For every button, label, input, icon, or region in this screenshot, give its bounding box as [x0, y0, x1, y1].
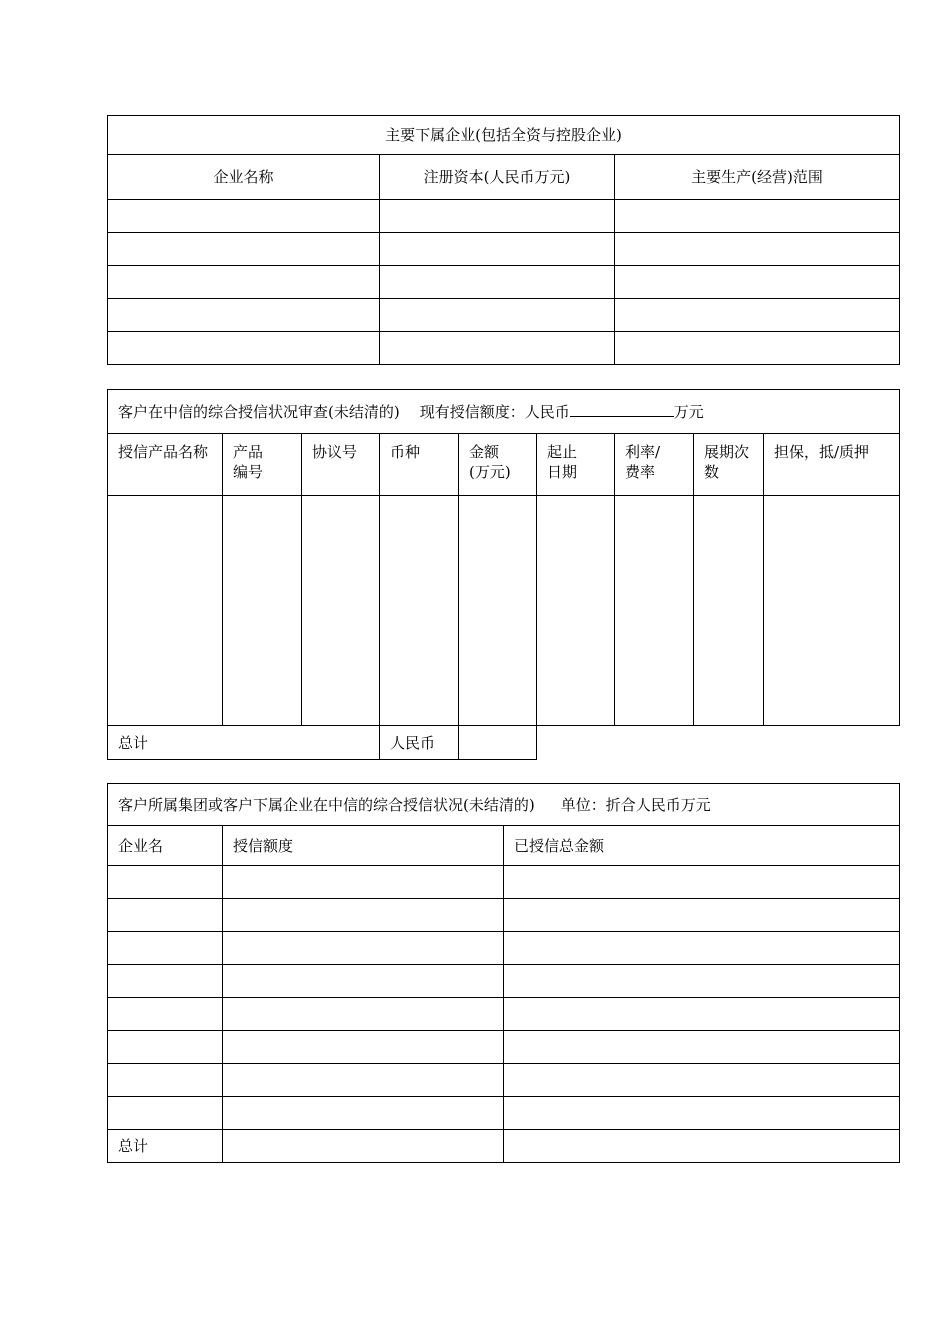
table-cell[interactable] — [504, 899, 900, 932]
table-cell[interactable] — [615, 496, 694, 726]
header-business-scope: 主要生产(经营)范围 — [615, 155, 900, 200]
group-credit-title-row — [108, 784, 900, 826]
table-cell[interactable] — [537, 496, 615, 726]
table-cell[interactable] — [504, 1064, 900, 1097]
subsidiaries-table — [107, 115, 900, 365]
table-cell[interactable] — [223, 866, 504, 899]
table-cell[interactable] — [504, 932, 900, 965]
header-date-range: 起止日期 — [537, 434, 615, 496]
table-cell[interactable] — [380, 496, 459, 726]
subsidiaries-title: 主要下属企业(包括全资与控股企业) — [108, 116, 900, 155]
header-company-name: 企业名称 — [108, 155, 380, 200]
group-total-credit-limit[interactable] — [223, 1130, 504, 1163]
header-amount: 金额(万元) — [459, 434, 537, 496]
header-interest-rate: 利率/费率 — [615, 434, 694, 496]
table-cell[interactable] — [108, 1031, 223, 1064]
table-cell[interactable] — [108, 233, 380, 266]
table-cell[interactable] — [764, 496, 900, 726]
table-cell[interactable] — [108, 200, 380, 233]
table-cell[interactable] — [223, 998, 504, 1031]
table-cell[interactable] — [108, 332, 380, 365]
credit-total-currency: 人民币 — [380, 726, 459, 760]
table-cell[interactable] — [615, 299, 900, 332]
table-cell[interactable] — [302, 496, 380, 726]
group-total-credited[interactable] — [504, 1130, 900, 1163]
header-enterprise-name: 企业名 — [108, 826, 223, 866]
header-extension-count: 展期次数 — [694, 434, 764, 496]
table-cell[interactable] — [615, 233, 900, 266]
table-cell[interactable] — [223, 1031, 504, 1064]
credit-limit-unit: 万元 — [673, 402, 704, 421]
table-cell[interactable] — [108, 932, 223, 965]
table-cell[interactable] — [108, 266, 380, 299]
header-product-number: 产品编号 — [223, 434, 302, 496]
credit-amount-blank[interactable] — [570, 402, 674, 417]
header-agreement-number: 协议号 — [302, 434, 380, 496]
table-cell[interactable] — [223, 899, 504, 932]
credit-limit-label: 现有授信额度：人民币 — [419, 402, 570, 421]
table-cell[interactable] — [615, 200, 900, 233]
table-cell[interactable] — [380, 332, 615, 365]
table-cell[interactable] — [380, 299, 615, 332]
table-cell[interactable] — [380, 233, 615, 266]
table-cell[interactable] — [223, 932, 504, 965]
table-cell[interactable] — [504, 1097, 900, 1130]
table-cell[interactable] — [108, 998, 223, 1031]
table-cell[interactable] — [615, 266, 900, 299]
table-cell[interactable] — [504, 998, 900, 1031]
table-cell[interactable] — [223, 496, 302, 726]
header-credit-product: 授信产品名称 — [108, 434, 223, 496]
table-cell[interactable] — [108, 1097, 223, 1130]
credit-total-label: 总计 — [108, 726, 380, 760]
credit-review-title: 客户在中信的综合授信状况审查(未结清的) — [118, 402, 400, 421]
table-cell[interactable] — [108, 1064, 223, 1097]
credit-review-title-row — [108, 390, 900, 434]
credit-total-amount[interactable] — [459, 726, 537, 760]
header-credit-limit: 授信额度 — [223, 826, 504, 866]
table-cell[interactable] — [223, 1064, 504, 1097]
table-cell[interactable] — [223, 1097, 504, 1130]
header-currency: 币种 — [380, 434, 459, 496]
table-cell[interactable] — [108, 965, 223, 998]
table-cell[interactable] — [504, 866, 900, 899]
table-cell[interactable] — [380, 200, 615, 233]
table-cell[interactable] — [223, 965, 504, 998]
credit-review-table — [107, 389, 900, 760]
header-registered-capital: 注册资本(人民币万元) — [380, 155, 615, 200]
group-total-label: 总计 — [108, 1130, 223, 1163]
group-credit-unit: 单位：折合人民币万元 — [560, 795, 711, 814]
table-cell[interactable] — [459, 496, 537, 726]
group-credit-title: 客户所属集团或客户下属企业在中信的综合授信状况(未结清的) — [118, 795, 535, 814]
table-cell[interactable] — [504, 1031, 900, 1064]
table-cell[interactable] — [108, 299, 380, 332]
table-cell[interactable] — [504, 965, 900, 998]
header-collateral: 担保，抵/质押 — [764, 434, 900, 496]
table-cell[interactable] — [615, 332, 900, 365]
group-credit-table — [107, 783, 900, 1163]
header-total-credited: 已授信总金额 — [504, 826, 900, 866]
table-cell[interactable] — [694, 496, 764, 726]
table-cell[interactable] — [108, 866, 223, 899]
table-cell[interactable] — [108, 899, 223, 932]
table-cell[interactable] — [108, 496, 223, 726]
table-cell[interactable] — [380, 266, 615, 299]
